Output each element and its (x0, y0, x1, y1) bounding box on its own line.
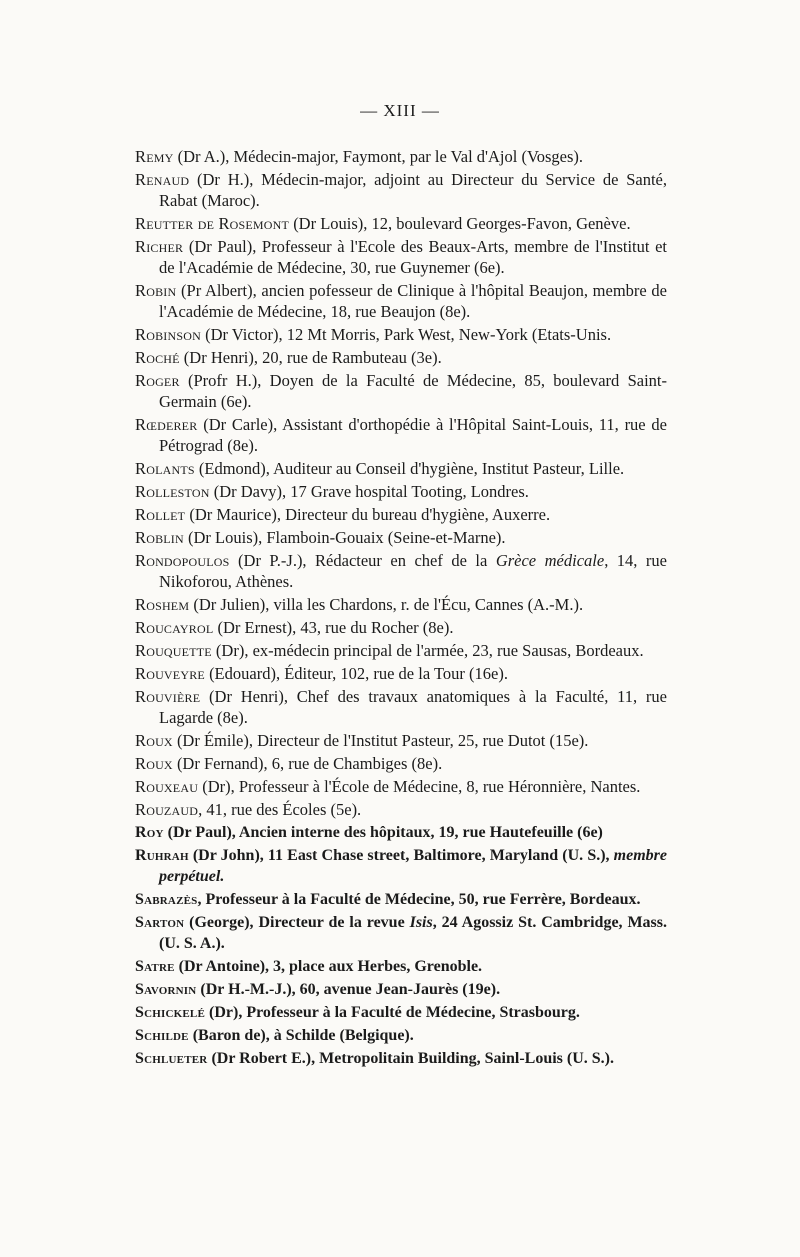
entry-details: (Dr P.-J.), Rédacteur en chef de la (229, 551, 496, 570)
directory-entry (135, 550, 667, 592)
entry-name: Schlueter (135, 1050, 208, 1067)
entry-details: (Dr Antoine), 3, place aux Herbes, Grenoble. (174, 958, 483, 975)
entry-name: Rœderer (135, 415, 198, 434)
entry-details: (Dr Paul), Professeur à l'Ecole des Beaux-Arts, membre de l'Institut et de l'Académie de Médecine, 30, rue Guynemer (6e). (159, 237, 667, 277)
entry-name: Robinson (135, 325, 201, 344)
directory-entry (135, 956, 667, 977)
directory-entry (135, 1002, 667, 1023)
entry-details: (Dr Louis), 12, boulevard Georges-Favon, Genève. (289, 214, 631, 233)
entry-details: (Baron de), à Schilde (Belgique). (188, 1027, 414, 1044)
entry-details: (Dr Carle), Assistant d'orthopédie à l'Hôpital Saint-Louis, 11, rue de Pétrograd (8e). (159, 415, 667, 455)
entry-details: (Dr Julien), villa les Chardons, r. de l'Écu, Cannes (A.-M.). (189, 595, 584, 614)
directory-entry (135, 481, 667, 502)
directory-entry (135, 686, 667, 728)
entry-name: Richer (135, 237, 184, 256)
directory-entry (135, 822, 667, 843)
entry-name: Roché (135, 348, 180, 367)
entry-italic-note: membre perpétuel. (159, 847, 667, 885)
entry-name: Roux (135, 731, 173, 750)
directory-entry (135, 776, 667, 797)
directory-entry (135, 640, 667, 661)
directory-entry (135, 1025, 667, 1046)
entry-name: Remy (135, 147, 174, 166)
entry-name: Rouzaud (135, 800, 199, 819)
entry-details: (Dr Victor), 12 Mt Morris, Park West, New-York (Etats-Unis. (200, 325, 612, 344)
entry-details: (Dr Paul), Ancien interne des hôpitaux, 19, rue Hautefeuille (6e) (163, 824, 603, 841)
entry-italic-note: Grèce médicale (495, 551, 605, 570)
entry-name: Sabrazès (135, 891, 198, 908)
entry-name: Rouvière (135, 687, 201, 706)
entry-name: Rollet (135, 505, 186, 524)
directory-entry (135, 730, 667, 751)
directory-entry (135, 912, 667, 954)
entry-details: (Dr A.), Médecin-major, Faymont, par le Val d'Ajol (Vosges). (173, 147, 584, 166)
entry-name: Satre (135, 958, 175, 975)
directory-list (135, 146, 667, 1071)
entry-details: (Dr H.), Médecin-major, adjoint au Directeur du Service de Santé, Rabat (Maroc). (159, 170, 667, 210)
entry-details: , Professeur à la Faculté de Médecine, 50, rue Ferrère, Bordeaux. (197, 891, 641, 908)
entry-details: (Dr), Professeur à l'École de Médecine, 8, rue Héronnière, Nantes. (198, 777, 641, 796)
directory-entry (135, 889, 667, 910)
entry-details: (Dr Robert E.), Metropolitain Building, Sainl-Louis (U. S.). (207, 1050, 614, 1067)
entry-details: , 41, rue des Écoles (5e). (198, 800, 362, 819)
entry-details: (Pr Albert), ancien pofesseur de Clinique à l'hôpital Beaujon, membre de l'Académie de Médecine, 18, rue Beaujon (8e). (159, 281, 667, 321)
entry-details: (Dr Henri), Chef des travaux anatomiques à la Faculté, 11, rue Lagarde (8e). (159, 687, 667, 727)
directory-entry (135, 799, 667, 820)
directory-entry (135, 146, 667, 167)
entry-name: Rouquette (135, 641, 212, 660)
entry-details: (Dr Ernest), 43, rue du Rocher (8e). (213, 618, 454, 637)
entry-details: (Dr Maurice), Directeur du bureau d'hygiène, Auxerre. (185, 505, 551, 524)
entry-name: Roux (135, 754, 173, 773)
directory-entry (135, 280, 667, 322)
entry-details: (Dr), ex-médecin principal de l'armée, 23, rue Sausas, Bordeaux. (211, 641, 644, 660)
entry-details: (Dr Henri), 20, rue de Rambuteau (3e). (179, 348, 442, 367)
directory-entry (135, 979, 667, 1000)
directory-entry (135, 504, 667, 525)
directory-entry (135, 213, 667, 234)
entry-details: (Dr Fernand), 6, rue de Chambiges (8e). (172, 754, 443, 773)
directory-entry (135, 370, 667, 412)
entry-name: Renaud (135, 170, 190, 189)
entry-details: (Dr Davy), 17 Grave hospital Tooting, Londres. (209, 482, 529, 501)
directory-entry (135, 845, 667, 887)
entry-name: Roblin (135, 528, 184, 547)
entry-details-continued: , 24 Agossiz St. Cambridge, Mass. (U. S. A.). (159, 914, 668, 952)
entry-details: (Dr John), 11 East Chase street, Baltimore, Maryland (U. S.), (188, 847, 614, 864)
entry-name: Schilde (135, 1027, 189, 1044)
directory-entry (135, 527, 667, 548)
entry-name: Rolants (135, 459, 195, 478)
entry-details: (Dr Louis), Flamboin-Gouaix (Seine-et-Marne). (183, 528, 506, 547)
entry-details-continued: , 14, rue Nikoforou, Athènes. (159, 551, 667, 591)
entry-name: Rolleston (135, 482, 210, 501)
directory-entry (135, 594, 667, 615)
entry-details: (Dr Émile), Directeur de l'Institut Pasteur, 25, rue Dutot (15e). (172, 731, 589, 750)
entry-name: Roucayrol (135, 618, 214, 637)
entry-details: (Edouard), Éditeur, 102, rue de la Tour (16e). (204, 664, 508, 683)
directory-entry (135, 617, 667, 638)
directory-entry (135, 236, 667, 278)
entry-details: (Profr H.), Doyen de la Faculté de Médecine, 85, boulevard Saint-Germain (6e). (159, 371, 667, 411)
entry-name: Roshem (135, 595, 190, 614)
directory-entry (135, 347, 667, 368)
entry-name: Robin (135, 281, 177, 300)
directory-entry (135, 663, 667, 684)
directory-entry (135, 414, 667, 456)
page-folio: — XIII — (360, 101, 440, 120)
entry-name: Rondopoulos (135, 551, 230, 570)
entry-italic-note: Isis (409, 914, 433, 931)
entry-details: (Edmond), Auditeur au Conseil d'hygiène, Institut Pasteur, Lille. (194, 459, 625, 478)
entry-name: Savornin (135, 981, 197, 998)
directory-entry (135, 458, 667, 479)
entry-name: Roy (135, 824, 164, 841)
directory-entry (135, 324, 667, 345)
entry-name: Sarton (135, 914, 185, 931)
directory-entry (135, 1048, 667, 1069)
entry-name: Reutter de Rosemont (135, 214, 290, 233)
directory-entry (135, 753, 667, 774)
directory-entry (135, 169, 667, 211)
entry-details: (George), Directeur de la revue (184, 914, 410, 931)
entry-name: Rouveyre (135, 664, 205, 683)
entry-name: Schickelé (135, 1004, 205, 1021)
entry-name: Rouxeau (135, 777, 199, 796)
entry-details: (Dr H.-M.-J.), 60, avenue Jean-Jaurès (19e). (196, 981, 501, 998)
entry-name: Ruhrah (135, 847, 189, 864)
entry-name: Roger (135, 371, 180, 390)
entry-details: (Dr), Professeur à la Faculté de Médecine, Strasbourg. (205, 1004, 580, 1021)
